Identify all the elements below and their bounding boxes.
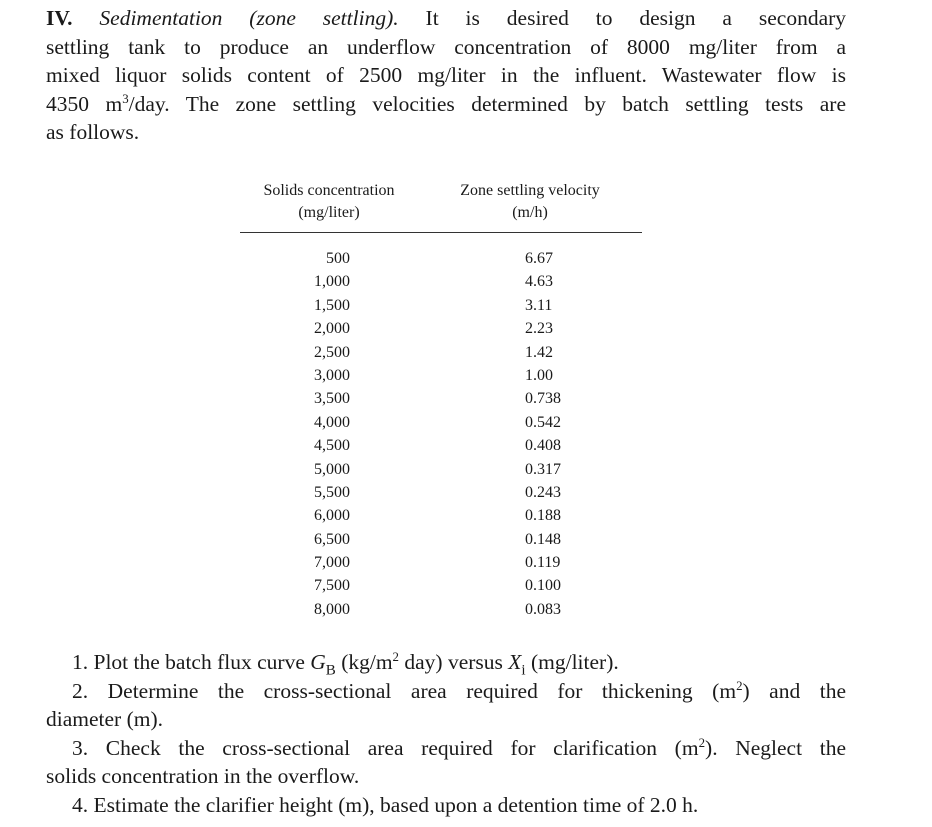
problem-line-1 xyxy=(46,4,846,33)
exponent: 2 xyxy=(392,649,399,664)
table-row xyxy=(240,481,642,504)
settling-velocity-cell: 4.63 xyxy=(525,273,553,291)
table-row xyxy=(240,294,642,317)
solids-concentration-cell: 500 xyxy=(326,250,350,267)
problem-statement xyxy=(46,4,846,147)
settling-velocity-cell: 0.408 xyxy=(525,437,561,455)
table-row xyxy=(240,387,642,410)
question-text: day) versus xyxy=(399,650,509,674)
question-text: 2. Determine the cross-sectional area required for thickening (m xyxy=(72,678,737,703)
question-2-continued: diameter (m). xyxy=(46,707,164,731)
cubic-exponent: 3 xyxy=(122,91,129,106)
flow-value: 4350 m xyxy=(46,91,123,116)
problem-title: Sedimentation (zone settling). xyxy=(99,6,399,30)
table-row xyxy=(240,551,642,574)
table-body xyxy=(240,247,642,621)
settling-velocity-cell: 0.148 xyxy=(525,530,561,548)
problem-text: It is desired to design a secondary xyxy=(425,6,847,30)
table-row xyxy=(240,574,642,597)
question-text: 3. Check the cross-sectional area required for clarification (m xyxy=(72,735,699,760)
solids-concentration-cell: 4,500 xyxy=(314,437,350,455)
problem-line-2: settling tank to produce an underflow concentration of 8000 mg/liter from a xyxy=(46,34,846,59)
solids-concentration-cell: 2,500 xyxy=(314,343,350,361)
header-zone-settling-velocity xyxy=(418,180,642,232)
settling-velocity-cell: 1.42 xyxy=(525,343,553,361)
solids-concentration-cell: 6,000 xyxy=(314,507,350,525)
settling-velocity-cell: 0.119 xyxy=(525,554,561,572)
settling-velocity-cell: 2.23 xyxy=(525,320,553,338)
solids-concentration-cell: 3,500 xyxy=(314,390,350,408)
solids-concentration-cell: 7,500 xyxy=(314,577,350,595)
header-unit: (m/h) xyxy=(512,204,548,221)
problem-line-3: mixed liquor solids content of 2500 mg/liter in the influent. Wastewater flow is xyxy=(46,63,846,87)
header-unit: (mg/liter) xyxy=(298,204,360,221)
table-header xyxy=(240,180,642,232)
question-text: ) and the xyxy=(742,678,846,703)
question-1 xyxy=(46,648,846,677)
question-text: ). Neglect the xyxy=(705,735,846,760)
question-4: 4. Estimate the clarifier height (m), based upon a detention time of 2.0 h. xyxy=(72,792,699,817)
table-row xyxy=(240,598,642,621)
question-text: (mg/liter). xyxy=(525,650,619,674)
exponent: 2 xyxy=(736,678,743,693)
solids-concentration-cell: 2,000 xyxy=(314,320,350,338)
problem-text: /day. The zone settling velocities determined by batch settling tests are xyxy=(128,91,846,116)
question-text: (kg/m xyxy=(335,650,393,674)
settling-velocity-cell: 0.188 xyxy=(525,507,561,525)
question-text: 1. Plot the batch flux curve xyxy=(72,650,311,674)
table-row xyxy=(240,270,642,293)
settling-velocity-cell: 0.243 xyxy=(525,483,561,501)
flux-subscript: B xyxy=(325,662,336,679)
header-text: Solids concentration xyxy=(263,182,395,199)
solids-concentration-cell: 3,000 xyxy=(314,366,350,384)
header-text: Zone settling velocity xyxy=(460,182,600,199)
settling-velocity-cell: 6.67 xyxy=(525,250,553,267)
flux-symbol: G xyxy=(310,650,326,674)
table-row xyxy=(240,411,642,434)
solids-concentration-cell: 6,500 xyxy=(314,530,350,548)
settling-velocity-cell: 1.00 xyxy=(525,366,553,384)
question-list xyxy=(46,648,846,819)
solids-concentration-cell: 5,500 xyxy=(314,483,350,501)
concentration-subscript: i xyxy=(521,662,526,679)
table-row xyxy=(240,317,642,340)
question-2 xyxy=(46,677,846,706)
table-row xyxy=(240,247,642,270)
solids-concentration-cell: 1,500 xyxy=(314,296,350,314)
question-3 xyxy=(46,734,846,763)
table-row xyxy=(240,364,642,387)
question-3-continued: solids concentration in the overflow. xyxy=(46,764,360,788)
solids-concentration-cell: 5,000 xyxy=(314,460,350,478)
problem-line-5: as follows. xyxy=(46,120,140,144)
settling-velocity-cell: 3.11 xyxy=(525,296,553,314)
solids-concentration-cell: 4,000 xyxy=(314,413,350,431)
table-row xyxy=(240,504,642,527)
solids-concentration-cell: 1,000 xyxy=(314,273,350,291)
settling-velocity-cell: 0.542 xyxy=(525,413,561,431)
header-solids-concentration xyxy=(240,180,418,232)
settling-data-table xyxy=(240,180,642,621)
settling-velocity-cell: 0.738 xyxy=(525,390,561,408)
solids-concentration-cell: 8,000 xyxy=(314,600,350,618)
settling-velocity-cell: 0.100 xyxy=(525,577,561,595)
settling-velocity-cell: 0.317 xyxy=(525,460,561,478)
table-row xyxy=(240,434,642,457)
problem-line-4 xyxy=(46,90,846,119)
concentration-symbol: X xyxy=(508,650,522,674)
table-row xyxy=(240,458,642,481)
solids-concentration-cell: 7,000 xyxy=(314,554,350,572)
problem-number: IV. xyxy=(46,6,73,30)
settling-velocity-cell: 0.083 xyxy=(525,600,561,618)
exponent: 2 xyxy=(698,735,706,750)
table-row xyxy=(240,341,642,364)
header-rule xyxy=(240,232,642,233)
table-row xyxy=(240,528,642,551)
